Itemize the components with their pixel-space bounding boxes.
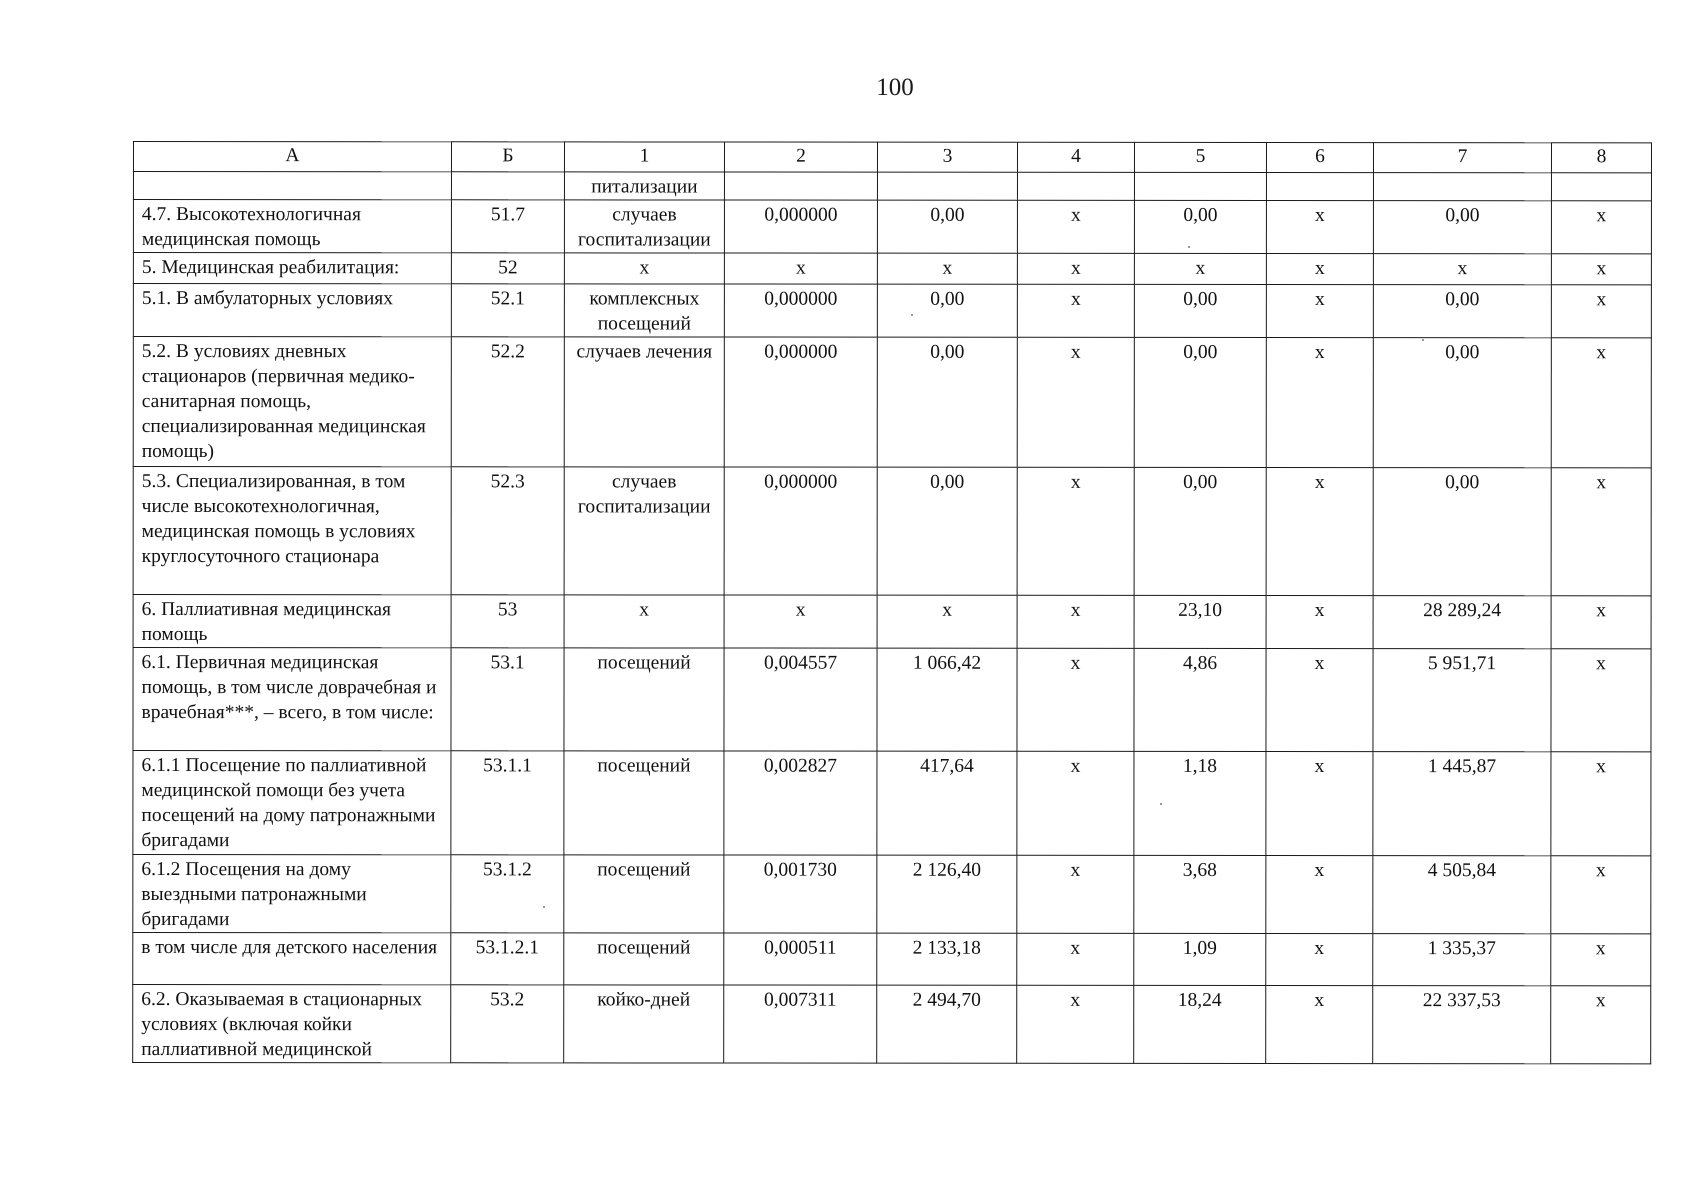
column-header: 8	[1551, 143, 1651, 173]
value-cell: х	[1017, 985, 1134, 1063]
row-unit-cell: случаев госпитализации	[564, 467, 724, 595]
column-header: 2	[724, 142, 877, 172]
row-unit-cell: посещений	[564, 855, 724, 933]
value-cell: х	[1551, 468, 1651, 596]
column-header: Б	[451, 142, 564, 172]
value-cell: х	[1017, 855, 1134, 933]
value-cell: х	[1266, 751, 1373, 855]
value-cell: 0,007311	[724, 985, 877, 1063]
value-cell: х	[1266, 467, 1373, 595]
row-name-cell: 5.3. Специализированная, в том числе высокотехнологичная, медицинская помощь в условиях круглосуточного стационара	[133, 467, 451, 595]
value-cell: х	[1551, 596, 1651, 649]
row-code-cell	[451, 172, 564, 200]
value-cell: х	[724, 253, 877, 284]
value-cell: х	[1017, 648, 1134, 751]
value-cell: 0,00	[1134, 200, 1266, 253]
value-cell: 0,00	[877, 200, 1017, 253]
row-unit-cell: посещений	[564, 648, 724, 751]
row-unit-cell: койко-дней	[564, 985, 724, 1063]
row-unit-cell: посещений	[564, 751, 724, 855]
row-name-cell: в том числе для детского населения	[133, 933, 451, 985]
value-cell: х	[1266, 595, 1373, 648]
row-code-cell: 52.2	[451, 337, 564, 467]
row-name-cell	[133, 172, 451, 200]
value-cell: 3,68	[1134, 855, 1266, 933]
row-name-cell: 4.7. Высокотехнологичная медицинская помощь	[133, 200, 451, 253]
value-cell: 0,000000	[724, 467, 877, 595]
value-cell: 1 335,37	[1373, 934, 1551, 986]
value-cell: 0,00	[1373, 201, 1551, 254]
value-cell: х	[1551, 285, 1651, 338]
value-cell: 0,00	[877, 337, 1017, 467]
value-cell: х	[1266, 855, 1373, 933]
value-cell: 4 505,84	[1373, 856, 1551, 934]
value-cell: 0,00	[1134, 337, 1266, 467]
value-cell: 0,001730	[724, 855, 877, 933]
value-cell: 0,000511	[724, 933, 877, 985]
value-cell	[1373, 173, 1551, 201]
value-cell: х	[1551, 338, 1651, 468]
table-row	[133, 985, 1651, 1064]
value-cell: х	[1551, 201, 1651, 254]
table-row	[133, 933, 1651, 986]
value-cell: 0,00	[1373, 338, 1551, 468]
scan-speck	[911, 314, 913, 316]
value-cell: 23,10	[1134, 595, 1266, 648]
row-unit-cell: питализации	[564, 172, 724, 200]
value-cell: х	[1017, 284, 1134, 337]
row-unit-cell: случаев госпитализации	[564, 200, 724, 253]
table-header-row	[133, 142, 1651, 173]
value-cell: х	[1017, 200, 1134, 253]
value-cell: 0,002827	[724, 751, 877, 855]
value-cell: 5 951,71	[1373, 649, 1551, 752]
row-code-cell: 53.2	[451, 985, 564, 1063]
scan-speck	[1188, 246, 1190, 248]
scan-speck	[1160, 803, 1162, 805]
row-name-cell: 6.1.2 Посещения на дому выездными патронажными бригадами	[133, 855, 451, 933]
column-header: 7	[1373, 143, 1551, 173]
value-cell: х	[1017, 595, 1134, 648]
value-cell: х	[1017, 337, 1134, 467]
data-table	[132, 141, 1652, 1064]
row-name-cell: 6. Паллиативная медицинская помощь	[133, 595, 451, 648]
value-cell: 2 126,40	[877, 855, 1017, 933]
value-cell: х	[1551, 752, 1651, 856]
column-header: 1	[564, 142, 724, 172]
column-header: 5	[1134, 142, 1266, 172]
value-cell: х	[1551, 986, 1651, 1064]
value-cell	[1266, 172, 1373, 200]
value-cell: 1,09	[1134, 933, 1266, 985]
table-row	[133, 337, 1651, 468]
value-cell: х	[1266, 200, 1373, 253]
value-cell: 0,00	[877, 467, 1017, 595]
value-cell: х	[1017, 933, 1134, 985]
row-code-cell: 53.1.2.1	[451, 933, 564, 985]
row-code-cell: 53.1.2	[451, 855, 564, 933]
value-cell: х	[1551, 649, 1651, 752]
value-cell: х	[724, 595, 877, 648]
value-cell: 0,00	[1373, 468, 1551, 596]
value-cell: 1,18	[1134, 751, 1266, 855]
table-row	[133, 467, 1651, 596]
value-cell: 1 066,42	[877, 648, 1017, 751]
value-cell: х	[1017, 467, 1134, 595]
value-cell: х	[877, 595, 1017, 648]
table-row	[133, 855, 1651, 934]
value-cell: 0,00	[1134, 467, 1266, 595]
value-cell: х	[1266, 253, 1373, 284]
value-cell: х	[1551, 254, 1651, 285]
value-cell: х	[1134, 253, 1266, 284]
row-unit-cell: комплексных посещений	[564, 284, 724, 337]
value-cell: х	[1266, 648, 1373, 751]
value-cell: 0,00	[1373, 285, 1551, 338]
row-unit-cell: случаев лечения	[564, 337, 724, 467]
row-unit-cell: х	[564, 253, 724, 284]
value-cell: х	[1017, 253, 1134, 284]
value-cell: 4,86	[1134, 648, 1266, 751]
column-header: 4	[1017, 142, 1134, 172]
value-cell: х	[1551, 934, 1651, 986]
column-header: 6	[1266, 142, 1373, 172]
row-unit-cell: х	[564, 595, 724, 648]
value-cell: 28 289,24	[1373, 596, 1551, 649]
value-cell: х	[1266, 337, 1373, 467]
row-code-cell: 52	[451, 253, 564, 284]
value-cell: х	[1551, 856, 1651, 934]
value-cell: х	[1266, 933, 1373, 985]
row-name-cell: 5. Медицинская реабилитация:	[133, 253, 451, 284]
value-cell: х	[877, 253, 1017, 284]
column-header: А	[133, 142, 451, 172]
row-unit-cell: посещений	[564, 933, 724, 985]
table-row	[133, 284, 1651, 338]
table-row	[133, 648, 1651, 752]
value-cell	[877, 172, 1017, 200]
value-cell: 1 445,87	[1373, 752, 1551, 856]
value-cell: х	[1266, 985, 1373, 1063]
value-cell	[1134, 172, 1266, 200]
scan-speck	[543, 906, 545, 908]
value-cell: 0,000000	[724, 200, 877, 253]
value-cell: 417,64	[877, 751, 1017, 855]
table-row	[133, 595, 1651, 649]
row-code-cell: 52.3	[451, 467, 564, 595]
row-code-cell: 51.7	[451, 200, 564, 253]
table-row	[133, 751, 1651, 856]
value-cell: 22 337,53	[1373, 986, 1551, 1064]
row-name-cell: 5.1. В амбулаторных условиях	[133, 284, 451, 337]
row-name-cell: 6.1.1 Посещение по паллиативной медицинской помощи без учета посещений на дому патронажными бригадами	[133, 751, 451, 855]
value-cell: 18,24	[1134, 985, 1266, 1063]
value-cell: 0,004557	[724, 648, 877, 751]
table-row	[133, 253, 1651, 285]
row-name-cell: 6.1. Первичная медицинская помощь, в том числе доврачебная и врачебная***, – всего, в том числе:	[133, 648, 451, 751]
value-cell: 0,000000	[724, 337, 877, 467]
value-cell	[1551, 173, 1651, 201]
row-code-cell: 52.1	[451, 284, 564, 337]
column-header: 3	[877, 142, 1017, 172]
row-code-cell: 53.1	[451, 648, 564, 751]
value-cell: 2 494,70	[877, 985, 1017, 1063]
value-cell: 0,000000	[724, 284, 877, 337]
value-cell	[1017, 172, 1134, 200]
table-row	[133, 200, 1651, 254]
value-cell: х	[1373, 254, 1551, 285]
value-cell: 0,00	[877, 284, 1017, 337]
page-number: 100	[876, 74, 914, 101]
value-cell: х	[1266, 284, 1373, 337]
row-code-cell: 53	[451, 595, 564, 648]
value-cell	[724, 172, 877, 200]
row-code-cell: 53.1.1	[451, 751, 564, 855]
value-cell: 2 133,18	[877, 933, 1017, 985]
value-cell: х	[1017, 751, 1134, 855]
row-name-cell: 5.2. В условиях дневных стационаров (первичная медико-санитарная помощь, специализированная медицинская помощь)	[133, 337, 451, 467]
scan-speck	[1422, 339, 1424, 341]
row-name-cell: 6.2. Оказываемая в стационарных условиях (включая койки паллиативной медицинской	[133, 985, 451, 1063]
table-row	[133, 172, 1651, 201]
value-cell: 0,00	[1134, 284, 1266, 337]
